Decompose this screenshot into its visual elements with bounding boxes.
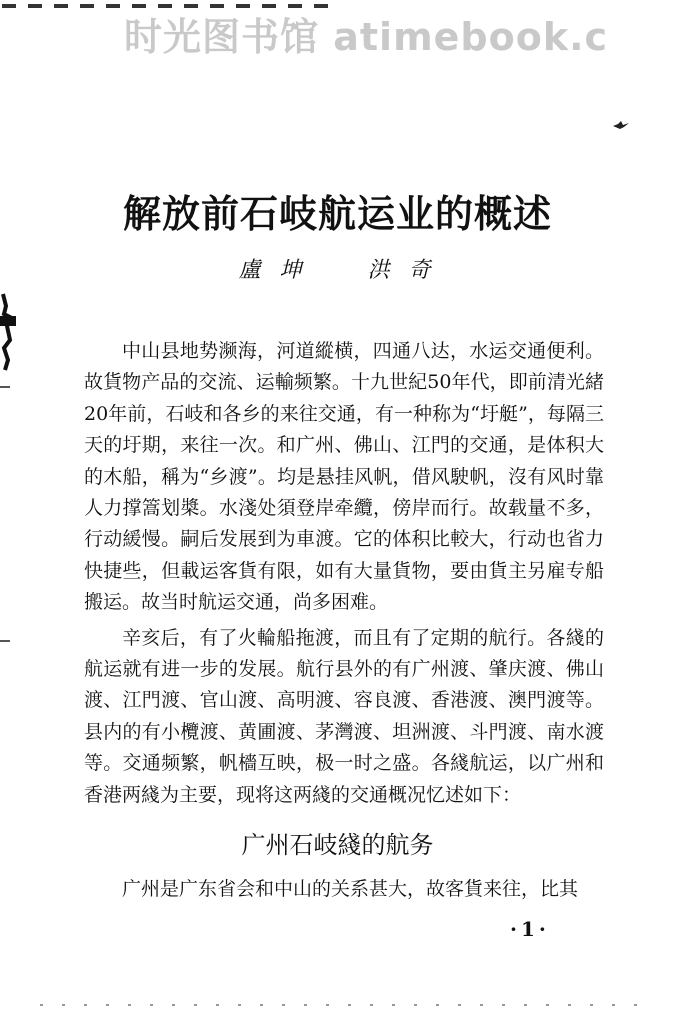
bottom-dotted-rule	[40, 1004, 640, 1006]
article-title: 解放前石岐航运业的概述	[122, 192, 552, 236]
margin-scribble-icon	[0, 292, 18, 372]
margin-tick	[0, 386, 10, 388]
article-body	[84, 336, 604, 811]
body-paragraph: 中山县地势濒海，河道縱横，四通八达，水运交通便利。故貨物产品的交流、运輸频繁。十九世紀50年代，即前清光緒20年前，石岐和各乡的来往交通，有一种称为“圩艇”，每隔三天的圩期，来往一次。和广州、佛山、江門的交通，是体积大的木船，稱为“乡渡”。均是悬挂风帆，借风駛帆，沒有风时靠人力撑篙划槳。水淺处須登岸牵纜，傍岸而行。故载量不多，行动緩慢。嗣后发展到为車渡。它的体积比較大，行动也省力快捷些，但載运客貨有限，如有大量貨物，要由貨主另雇专船搬运。故当时航运交通，尚多困难。	[84, 340, 604, 614]
body-paragraph: 辛亥后，有了火輪船拖渡，而且有了定期的航行。各綫的航运就有进一步的发展。航行县外的有广州渡、肇庆渡、佛山渡、江門渡、官山渡、高明渡、容良渡、香港渡、澳門渡等。县内的有小欖渡、黄圃渡、茅灣渡、坦洲渡、斗門渡、南水渡等。交通频繁，帆檣互映，极一时之盛。各綫航运，以广州和香港两綫为主要，现将这两綫的交通概况忆述如下：	[84, 626, 604, 806]
author-name: 盧 坤	[238, 258, 308, 283]
top-dashed-rule	[2, 4, 332, 8]
margin-tick	[0, 640, 10, 642]
watermark-text: 时光图书馆 atimebook.c	[124, 15, 609, 59]
ink-speck-icon	[612, 120, 630, 130]
page-number: ·1·	[510, 917, 550, 941]
section-heading: 广州石岐綫的航务	[241, 831, 434, 859]
article-authors	[0, 256, 675, 286]
author-name: 洪 奇	[367, 258, 437, 283]
section-paragraph: 广州是广东省会和中山的关系甚大，故客貨来往，比其	[122, 878, 579, 900]
